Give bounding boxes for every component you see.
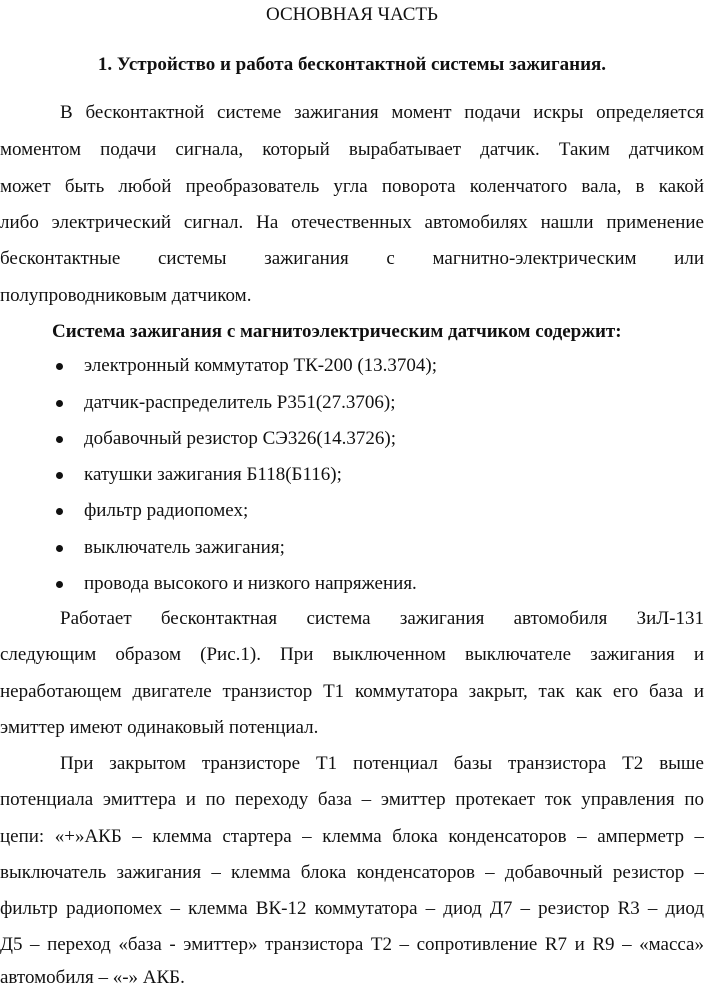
para1-line-6: полупроводниковым датчиком. [0,285,252,306]
section-title: ОСНОВНАЯ ЧАСТЬ [266,4,438,25]
list-item-text: катушки зажигания Б118(Б116); [84,464,342,485]
para2-line-2: следующим образом (Рис.1). При выключенном выключателе зажигания и [0,644,704,665]
para3-line-4: выключатель зажигания – клемма блока конденсаторов – добавочный резистор – [0,862,704,883]
para2-line-3: неработающем двигателе транзистор Т1 коммутатора закрыт, так как его база и [0,681,704,702]
bullet-icon [56,436,63,443]
para3-line-6: Д5 – переход «база - эмиттер» транзистора Т2 – сопротивление R7 и R9 – «масса» [0,934,704,955]
para2-line-1: Работает бесконтактная система зажигания автомобиля ЗиЛ-131 [60,608,704,629]
list-item-text: провода высокого и низкого напряжения. [84,573,417,594]
heading: 1. Устройство и работа бесконтактной системы зажигания. [97,54,607,75]
para3-line-3: цепи: «+»АКБ – клемма стартера – клемма блока конденсаторов – амперметр – [0,826,704,847]
bullet-icon [56,472,63,479]
para1-line-5: бесконтактные системы зажигания с магнитно-электрическим или [0,248,704,269]
para3-line-5: фильтр радиопомех – клемма ВК-12 коммутатора – диод Д7 – резистор R3 – диод [0,898,704,919]
para2-line-4: эмиттер имеют одинаковый потенциал. [0,717,319,738]
bullet-icon [56,508,63,515]
para1-line-3: может быть любой преобразователь угла поворота коленчатого вала, в какой [0,176,704,197]
bullet-icon [56,545,63,552]
list-item-text: выключатель зажигания; [84,537,285,558]
list-item-text: электронный коммутатор ТК-200 (13.3704); [84,355,438,376]
bullet-icon [56,400,63,407]
para3-line-7: автомобиля – «-» АКБ. [0,967,185,988]
para3-line-2: потенциала эмиттера и по переходу база – эмиттер протекает ток управления по [0,789,704,810]
bullet-icon [56,363,63,370]
para3-line-1: При закрытом транзисторе Т1 потенциал базы транзистора Т2 выше [60,753,704,774]
bullet-icon [56,581,63,588]
para1-line-1: В бесконтактной системе зажигания момент подачи искры определяется [60,102,704,123]
subheading: Система зажигания с магнитоэлектрическим датчиком содержит: [52,321,622,342]
para1-line-2: моментом подачи сигнала, который вырабатывает датчик. Таким датчиком [0,139,704,160]
list-item-text: добавочный резистор СЭ326(14.3726); [84,428,396,449]
para1-line-4: либо электрический сигнал. На отечественных автомобилях нашли применение [0,212,704,233]
list-item-text: датчик-распределитель Р351(27.3706); [84,392,396,413]
list-item-text: фильтр радиопомех; [84,500,249,521]
